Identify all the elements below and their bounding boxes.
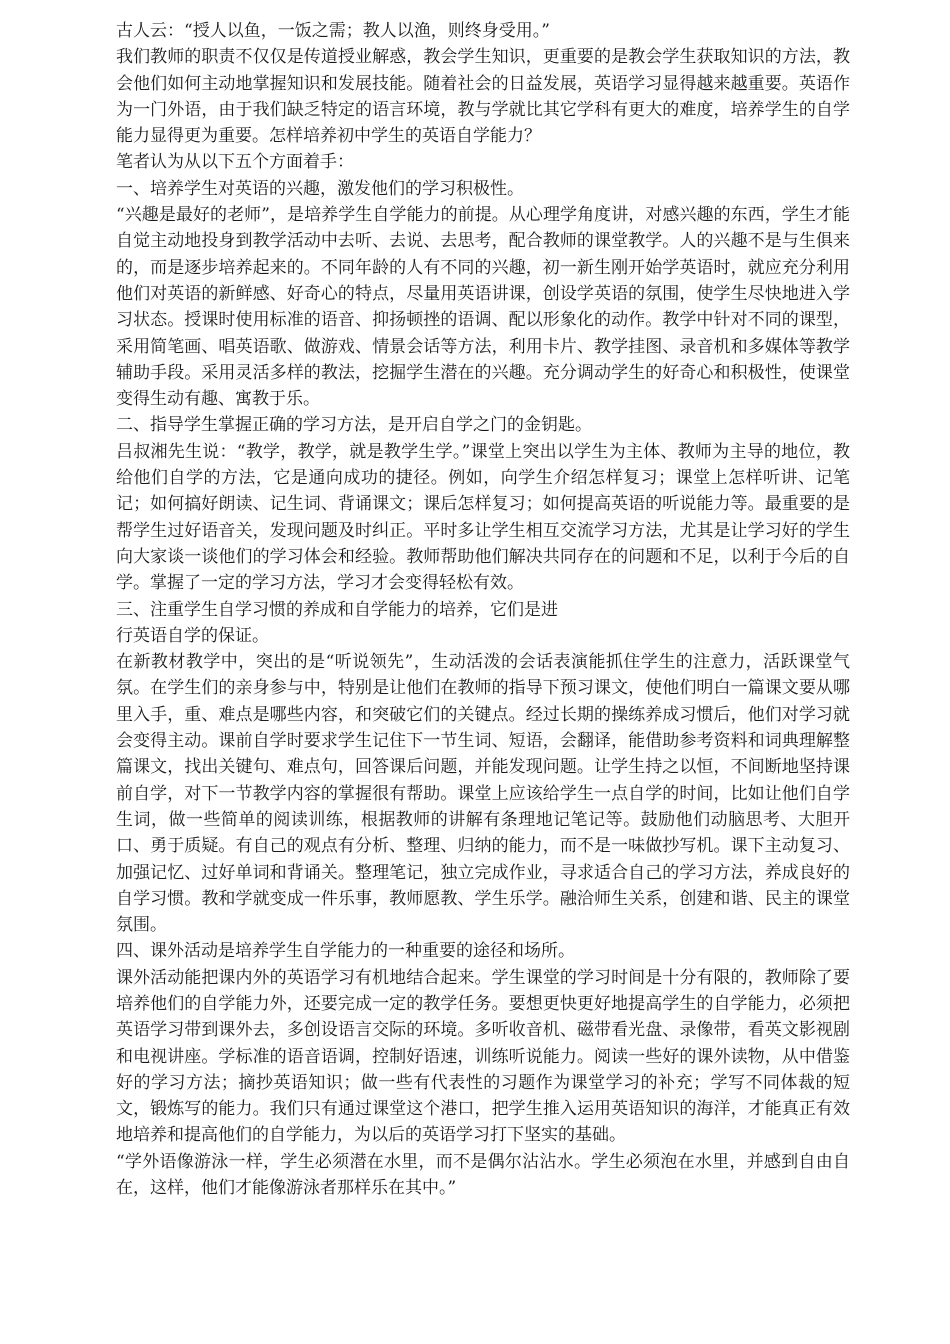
section-heading-1: 一、培养学生对英语的兴趣，激发他们的学习积极性。 [116,178,524,199]
section-heading-3-line-1: 三、注重学生自学习惯的养成和自学能力的培养，它们是进 [116,599,558,620]
intro-lead-paragraph: 笔者认为从以下五个方面着手： [116,152,354,173]
opening-quote: 古人云：“授人以鱼，一饭之需；教人以渔，则终身受用。” [116,21,550,41]
section-heading-2: 二、指导学生掌握正确的学习方法，是开启自学之门的金钥匙。 [116,415,592,436]
section-1-paragraph: “兴趣是最好的老师”，是培养学生自学能力的前提。从心理学角度讲，对感兴趣的东西，学生才能自觉主动地投身到教学活动中去听、去说、去思考，配合教师的课堂教学。人的兴趣不是与生俱来的，而是逐步培养起来的。不同年龄的人有不同的兴趣，初一新生刚开始学英语时，就应充分利用他们对英语的新鲜感、好奇心的特点，尽量用英语讲课，创设学英语的氛围，使学生尽快地进入学习状态。授课时使用标准的语音、抑扬顿挫的语调、配以形象化的动作。教学中针对不同的课型，采用简笔画、唱英语歌、做游戏、情景会话等方法，利用卡片、教学挂图、录音机和多媒体等教学辅助手段。采用灵活多样的教法，挖掘学生潜在的兴趣。充分调动学生的好奇心和积极性，使课堂变得生动有趣、寓教于乐。 [116,205,850,410]
section-3-paragraph: 在新教材教学中，突出的是“听说领先”，生动活泼的会话表演能抓住学生的注意力，活跃课堂气氛。在学生们的亲身参与中，特别是让他们在教师的指导下预习课文，使他们明白一篇课文要从哪里入手，重、难点是哪些内容，和突破它们的关键点。经过长期的操练养成习惯后，他们对学习就会变得主动。课前自学时要求学生记住下一节生词、短语，会翻译，能借助参考资料和词典理解整篇课文，找出关键句、难点句，回答课后问题，并能发现问题。让学生持之以恒，不间断地坚持课前自学，对下一节教学内容的掌握很有帮助。课堂上应该给学生一点自学的时间，比如让他们自学生词，做一些简单的阅读训练，根据教师的讲解有条理地记笔记等。鼓励他们动脑思考、大胆开口、勇于质疑。有自己的观点有分析、整理、归纳的能力，而不是一味做抄写机。课下主动复习、加强记忆、过好单词和背诵关。整理笔记，独立完成作业，寻求适合自己的学习方法，养成良好的自学习惯。教和学就变成一件乐事，教师愿教、学生乐学。融洽师生关系，创建和谐、民主的课堂氛围。 [116,652,850,936]
section-2-paragraph: 吕叔湘先生说：“教学，教学，就是教学生学。”课堂上突出以学生为主体、教师为主导的地位，教给他们自学的方法，它是通向成功的捷径。例如，向学生介绍怎样复习；课堂上怎样听讲、记笔记；如何搞好朗读、记生词、背诵课文；课后怎样复习；如何提高英语的听说能力等。最重要的是帮学生过好语音关，发现问题及时纠正。平时多让学生相互交流学习方法，尤其是让学习好的学生向大家谈一谈他们的学习体会和经验。教师帮助他们解决共同存在的问题和不足，以利于今后的自学。掌握了一定的学习方法，学习才会变得轻松有效。 [116,441,850,594]
section-heading-3-line-2: 行英语自学的保证。 [116,625,269,646]
section-heading-4: 四、课外活动是培养学生自学能力的一种重要的途径和场所。 [116,941,575,962]
closing-quote: “学外语像游泳一样，学生必须潜在水里，而不是偶尔沾沾水。学生必须泡在水里，并感到自由自在，这样，他们才能像游泳者那样乐在其中。” [116,1151,850,1199]
section-4-paragraph: 课外活动能把课内外的英语学习有机地结合起来。学生课堂的学习时间是十分有限的，教师除了要培养他们的自学能力外，还要完成一定的教学任务。要想更快更好地提高学生的自学能力，必须把英语学习带到课外去，多创设语言交际的环境。多听收音机、磁带看光盘、录像带，看英文影视剧和电视讲座。学标准的语音语调，控制好语速，训练听说能力。阅读一些好的课外读物，从中借鉴好的学习方法；摘抄英语知识；做一些有代表性的习题作为课堂学习的补充；学写不同体裁的短文，锻炼写的能力。我们只有通过课堂这个港口，把学生推入运用英语知识的海洋，才能真正有效地培养和提高他们的自学能力，为以后的英语学习打下坚实的基础。 [116,967,850,1146]
intro-paragraph: 我们教师的职责不仅仅是传道授业解惑，教会学生知识，更重要的是教会学生获取知识的方法，教会他们如何主动地掌握知识和发展技能。随着社会的日益发展，英语学习显得越来越重要。英语作为一门外语，由于我们缺乏特定的语言环境，教与学就比其它学科有更大的难度，培养学生的自学能力显得更为重要。怎样培养初中学生的英语自学能力？ [116,47,850,147]
document-body [116,18,850,1201]
